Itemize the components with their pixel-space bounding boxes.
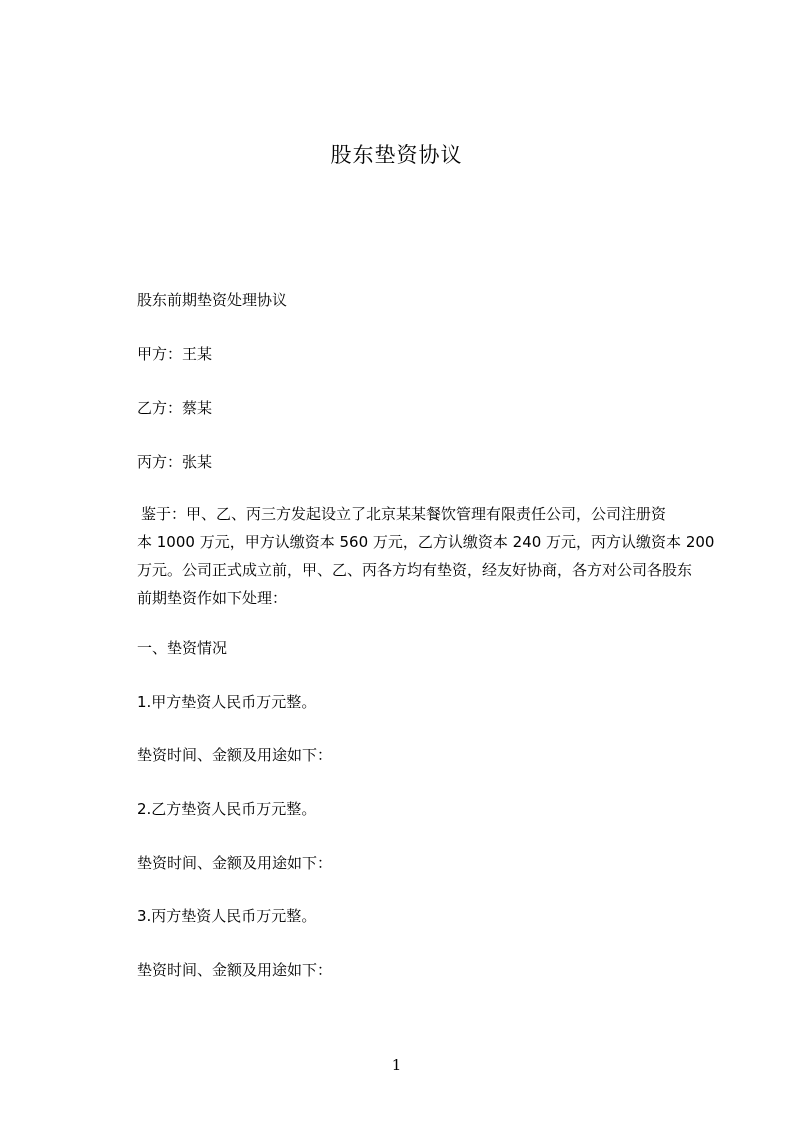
document-title: 股东垫资协议 bbox=[330, 143, 463, 167]
recital-line: 前期垫资作如下处理： bbox=[137, 589, 288, 607]
item-1: 1.甲方垫资人民币万元整。 bbox=[137, 693, 317, 711]
item-2-detail: 垫资时间、金额及用途如下： bbox=[137, 854, 333, 872]
item-2: 2.乙方垫资人民币万元整。 bbox=[137, 800, 317, 818]
recital-line: 万元。公司正式成立前，甲、乙、丙各方均有垫资，经友好协商，各方对公司各股东 bbox=[137, 561, 693, 579]
section-heading: 一、垫资情况 bbox=[137, 639, 228, 657]
item-3: 3.丙方垫资人民币万元整。 bbox=[137, 907, 317, 925]
recital-line: 本 1000 万元，甲方认缴资本 560 万元，乙方认缴资本 240 万元，丙方认缴资本 200 bbox=[137, 533, 715, 551]
item-3-detail: 垫资时间、金额及用途如下： bbox=[137, 961, 333, 979]
party-a: 甲方：王某 bbox=[137, 345, 213, 363]
agreement-subtitle: 股东前期垫资处理协议 bbox=[137, 291, 288, 309]
recital-line: 鉴于：甲、乙、丙三方发起设立了北京某某餐饮管理有限责任公司，公司注册资 bbox=[141, 505, 667, 523]
page-number: 1 bbox=[391, 1056, 402, 1074]
recital-paragraph bbox=[137, 500, 715, 612]
item-1-detail: 垫资时间、金额及用途如下： bbox=[137, 746, 333, 764]
party-b: 乙方：蔡某 bbox=[137, 399, 213, 417]
party-c: 丙方：张某 bbox=[137, 453, 213, 471]
